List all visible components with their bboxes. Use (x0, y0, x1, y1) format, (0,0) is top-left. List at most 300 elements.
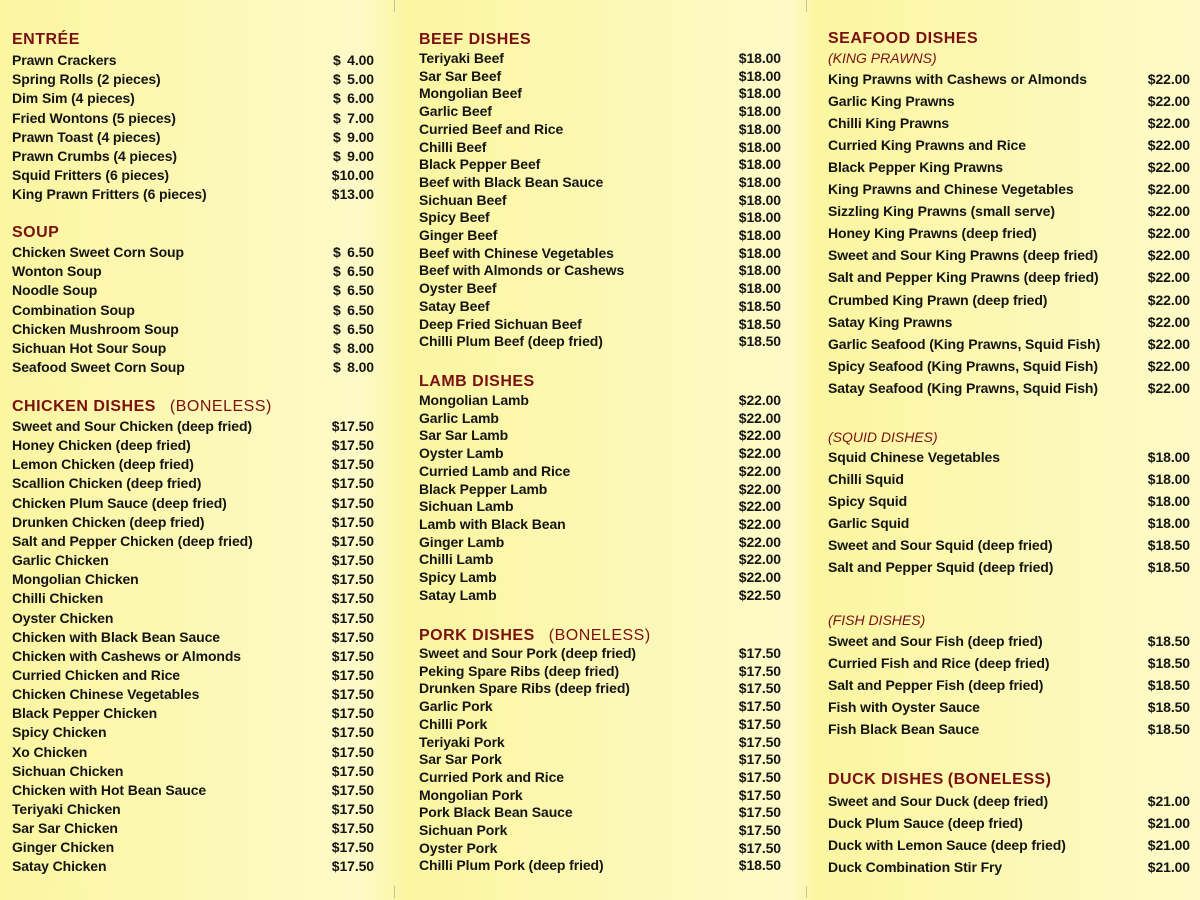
menu-item (12, 494, 374, 513)
menu-item-price: $17.50 (331, 494, 374, 511)
menu-item-price: $22.00 (738, 409, 781, 426)
menu-item-price: $18.00 (738, 156, 781, 173)
menu-item-name: Chilli Plum Pork (deep fried) (419, 857, 604, 874)
section-note: (BONELESS) (947, 771, 1052, 788)
menu-item (12, 589, 374, 608)
menu-item (12, 762, 374, 781)
menu-item-name: Sizzling King Prawns (small serve) (828, 203, 1055, 220)
menu-item-price: $18.00 (738, 209, 781, 226)
menu-item (419, 534, 781, 552)
menu-item (12, 513, 374, 532)
menu-item-price (333, 128, 374, 147)
menu-item-name: Mongolian Chicken (12, 571, 139, 588)
menu-item (12, 128, 374, 147)
menu-item-name: Chilli Pork (419, 715, 488, 732)
menu-item-price: $17.50 (331, 666, 374, 683)
menu-item-name: Peking Spare Ribs (deep fried) (419, 662, 620, 679)
section-soup (12, 224, 374, 376)
menu-item (828, 68, 1190, 90)
menu-item-price: $17.50 (738, 662, 781, 679)
menu-item-price: $17.50 (738, 751, 781, 768)
menu-item-price (333, 301, 374, 320)
menu-item (12, 455, 374, 474)
menu-item (828, 652, 1190, 674)
section-chicken (12, 398, 374, 875)
price-amount: 6.50 (347, 244, 374, 260)
menu-item (419, 156, 781, 174)
menu-item (12, 781, 374, 800)
menu-item-name: Beef with Chinese Vegetables (419, 244, 614, 261)
menu-item-name: Sar Sar Beef (419, 67, 502, 84)
menu-item-price (333, 243, 374, 262)
currency-symbol: $ (333, 301, 341, 318)
menu-item-name: Scallion Chicken (deep fried) (12, 475, 202, 492)
section-heading (419, 627, 781, 645)
menu-item-name: Sar Sar Lamb (419, 427, 509, 444)
menu-item-name: Wonton Soup (12, 263, 102, 280)
price-amount: 9.00 (347, 128, 374, 145)
menu-item-name: Sweet and Sour Squid (deep fried) (828, 537, 1053, 554)
menu-item (828, 790, 1190, 812)
section-heading: ENTRÉE (12, 31, 80, 48)
menu-item-price (333, 109, 374, 128)
menu-item-price: $22.00 (1147, 203, 1190, 220)
menu-item-price (333, 262, 374, 281)
menu-item-name: Fish with Oyster Sauce (828, 699, 980, 716)
currency-symbol: $ (333, 109, 341, 126)
menu-item-name: Fish Black Bean Sauce (828, 721, 980, 738)
menu-item (419, 298, 781, 316)
menu-item-price: $17.50 (331, 532, 374, 549)
menu-item (419, 663, 781, 681)
menu-item (828, 630, 1190, 652)
menu-item (419, 68, 781, 86)
menu-item-price (333, 89, 374, 108)
menu-item-name: Drunken Chicken (deep fried) (12, 513, 205, 530)
menu-item-price: $21.00 (1147, 837, 1190, 854)
menu-item (12, 358, 374, 377)
menu-item-price: $18.00 (738, 138, 781, 155)
menu-item (828, 333, 1190, 355)
menu-item (12, 89, 374, 108)
menu-item (12, 262, 374, 281)
menu-item-name: Chicken Mushroom Soup (12, 320, 179, 337)
menu-item (419, 50, 781, 68)
menu-item-price: $22.00 (738, 551, 781, 568)
menu-item-price: $22.00 (738, 392, 781, 408)
menu-item-price: $22.00 (1147, 379, 1190, 396)
menu-item-name: Sweet and Sour King Prawns (deep fried) (828, 247, 1098, 264)
menu-item-name: Oyster Lamb (419, 445, 504, 462)
menu-item (419, 280, 781, 298)
menu-item-price: $17.50 (331, 743, 374, 760)
menu-item-price: $17.50 (331, 590, 374, 607)
menu-item-price: $18.00 (738, 227, 781, 243)
menu-item-name: Satay Beef (419, 297, 490, 314)
currency-symbol: $ (333, 148, 341, 164)
menu-item (12, 723, 374, 742)
menu-item (419, 680, 781, 698)
menu-item-name: Black Pepper King Prawns (828, 159, 1003, 176)
section-title: PORK DISHES (419, 627, 535, 644)
menu-item (419, 645, 781, 663)
section-note: (BONELESS) (548, 627, 651, 644)
menu-item-price: $18.50 (1147, 699, 1190, 716)
menu-item-price: $17.50 (331, 513, 374, 530)
menu-item-name: King Prawns with Cashews or Almonds (828, 71, 1087, 87)
menu-item-price: $17.50 (331, 609, 374, 626)
menu-item-name: Curried Pork and Rice (419, 768, 564, 785)
menu-item-name: Spicy Beef (419, 209, 490, 226)
menu-item-name: Black Pepper Beef (419, 156, 541, 173)
menu-item-name: Sichuan Pork (419, 822, 508, 838)
menu-item (12, 819, 374, 838)
currency-symbol: $ (333, 244, 341, 260)
menu-item (12, 185, 374, 204)
menu-item-name: Honey King Prawns (deep fried) (828, 225, 1037, 242)
menu-item-price: $22.00 (1147, 335, 1190, 352)
menu-item-name: Chilli Chicken (12, 590, 104, 607)
menu-item-name: Teriyaki Chicken (12, 801, 121, 817)
menu-item-name: Chilli Beef (419, 138, 487, 155)
menu-item (12, 51, 374, 70)
menu-item-name: Sweet and Sour Chicken (deep fried) (12, 418, 252, 434)
menu-item (12, 417, 374, 436)
menu-item-price: $18.00 (738, 67, 781, 84)
section-lamb (419, 373, 781, 603)
menu-item-name: Satay Lamb (419, 586, 497, 603)
menu-item (419, 333, 781, 351)
menu-item-price: $18.50 (1147, 721, 1190, 738)
section-note: (BONELESS) (169, 398, 272, 415)
menu-item (419, 245, 781, 263)
menu-item (828, 244, 1190, 266)
menu-item-name: Garlic Squid (828, 515, 910, 532)
currency-symbol: $ (333, 128, 341, 145)
menu-item-name: Curried Lamb and Rice (419, 462, 571, 479)
menu-item-price: $18.50 (1147, 677, 1190, 694)
menu-item-name: Curried King Prawns and Rice (828, 137, 1026, 154)
menu-item-price: $21.00 (1147, 859, 1190, 876)
menu-item (419, 139, 781, 157)
menu-item (419, 569, 781, 587)
menu-item-price: $17.50 (331, 686, 374, 703)
price-amount: 7.00 (347, 109, 374, 126)
menu-item-name: Spicy Seafood (King Prawns, Squid Fish) (828, 357, 1098, 374)
menu-item (828, 222, 1190, 244)
menu-item-name: Chilli Squid (828, 471, 904, 488)
menu-item (419, 769, 781, 787)
section-heading: LAMB DISHES (419, 373, 535, 390)
menu-item (419, 209, 781, 227)
menu-item-name: Spicy Squid (828, 493, 908, 510)
menu-item-price: $18.00 (738, 103, 781, 120)
menu-item-name: Oyster Chicken (12, 609, 114, 626)
menu-item-price: $22.00 (1147, 291, 1190, 308)
menu-item-price: $22.00 (1147, 115, 1190, 132)
menu-item (12, 685, 374, 704)
menu-item (828, 446, 1190, 468)
menu-item (828, 289, 1190, 311)
currency-symbol: $ (333, 340, 341, 356)
menu-item (828, 355, 1190, 377)
price-amount: 6.50 (347, 263, 374, 280)
menu-item (828, 534, 1190, 556)
menu-item-price: $22.00 (1147, 181, 1190, 198)
section-heading: BEEF DISHES (419, 31, 532, 48)
section-heading (828, 771, 1190, 789)
menu-item-name: Sichuan Hot Sour Soup (12, 340, 167, 356)
menu-item (419, 227, 781, 245)
menu-item-name: Mongolian Lamb (419, 392, 529, 408)
section-seafood (828, 30, 1190, 396)
menu-item-name: Deep Fried Sichuan Beef (419, 315, 582, 332)
menu-item-name: Curried Beef and Rice (419, 120, 564, 137)
menu-item-price: $17.50 (738, 768, 781, 785)
menu-item-price (333, 320, 374, 339)
menu-item (12, 628, 374, 647)
menu-item (12, 166, 374, 185)
menu-item-price: $18.00 (1147, 515, 1190, 532)
currency-symbol: $ (333, 71, 341, 88)
menu-item-price: $18.00 (738, 120, 781, 137)
menu-item-name: Garlic Beef (419, 103, 492, 120)
menu-item-name: Noodle Soup (12, 282, 98, 299)
menu-item-price: $17.50 (331, 724, 374, 741)
menu-item-price: $18.50 (1147, 633, 1190, 649)
menu-item-price: $18.00 (738, 191, 781, 208)
menu-item (12, 109, 374, 128)
menu-item (828, 834, 1190, 856)
menu-item (12, 301, 374, 320)
menu-item-price: $22.50 (738, 586, 781, 603)
menu-item-price: $17.50 (738, 715, 781, 732)
currency-symbol: $ (333, 320, 341, 337)
menu-item (419, 822, 781, 840)
menu-item-name: Mongolian Pork (419, 786, 523, 803)
menu-item (419, 716, 781, 734)
menu-item (419, 857, 781, 875)
menu-item-price: $17.50 (331, 437, 374, 454)
menu-item-name: Black Pepper Chicken (12, 705, 158, 722)
menu-item-price: $17.50 (738, 645, 781, 661)
menu-item-price: $18.50 (1147, 655, 1190, 672)
currency-symbol: $ (333, 263, 341, 280)
menu-item-name: Sichuan Beef (419, 191, 507, 208)
menu-item (419, 392, 781, 410)
menu-item-price: $17.50 (331, 647, 374, 664)
menu-item (828, 856, 1190, 878)
menu-item (828, 674, 1190, 696)
price-amount: 6.50 (347, 282, 374, 299)
menu-item-price (333, 358, 374, 377)
menu-item-name: Ginger Chicken (12, 839, 115, 856)
menu-item (12, 243, 374, 262)
menu-item-price: $17.50 (331, 820, 374, 837)
section-fish (828, 612, 1190, 738)
section-entree (12, 31, 374, 203)
menu-item-name: Drunken Spare Ribs (deep fried) (419, 680, 630, 697)
price-amount: 6.50 (347, 320, 374, 337)
menu-item (12, 647, 374, 666)
menu-item-price: $18.00 (738, 85, 781, 102)
menu-item-price: $22.00 (738, 533, 781, 550)
menu-item (12, 436, 374, 455)
menu-item-name: Garlic Chicken (12, 552, 109, 569)
menu-item-name: King Prawns and Chinese Vegetables (828, 181, 1074, 198)
menu-item-price: $18.00 (1147, 449, 1190, 465)
menu-item-price: $17.50 (331, 705, 374, 722)
price-amount: 8.00 (347, 359, 374, 376)
menu-item (828, 178, 1190, 200)
menu-item-name: Sichuan Chicken (12, 762, 124, 779)
section-subtitle: (SQUID DISHES) (828, 429, 938, 445)
menu-item-name: Xo Chicken (12, 743, 88, 760)
menu-item-price: $17.50 (331, 475, 374, 492)
menu-item-name: Oyster Pork (419, 839, 498, 856)
menu-item (828, 266, 1190, 288)
menu-item-price: $17.50 (738, 680, 781, 697)
menu-item (828, 512, 1190, 534)
currency-symbol: $ (333, 359, 341, 376)
menu-item-name: Squid Chinese Vegetables (828, 449, 1000, 465)
menu-item-price: $21.00 (1147, 815, 1190, 832)
menu-item-price: $18.00 (738, 262, 781, 279)
menu-item (12, 704, 374, 723)
menu-item (12, 666, 374, 685)
menu-item-price: $22.00 (1147, 137, 1190, 154)
menu-item (419, 551, 781, 569)
menu-item-price: $17.50 (331, 628, 374, 645)
menu-item (419, 734, 781, 752)
menu-item-price: $17.50 (331, 552, 374, 569)
price-amount: 6.50 (347, 301, 374, 318)
menu-item-price: $18.50 (738, 297, 781, 314)
menu-item (419, 410, 781, 428)
menu-item-name: Spring Rolls (2 pieces) (12, 71, 161, 88)
menu-item-name: Ginger Beef (419, 227, 498, 243)
menu-item (828, 468, 1190, 490)
currency-symbol: $ (333, 90, 341, 107)
menu-item (419, 751, 781, 769)
section-subtitle: (KING PRAWNS) (828, 50, 937, 66)
menu-item-price: $18.00 (738, 173, 781, 190)
menu-item-name: Chicken with Cashews or Almonds (12, 647, 241, 664)
menu-item-name: Sichuan Lamb (419, 498, 514, 515)
menu-item (828, 696, 1190, 718)
menu-item-name: Curried Fish and Rice (deep fried) (828, 655, 1050, 672)
menu-item (419, 85, 781, 103)
menu-item-price (333, 147, 374, 166)
menu-item-name: Chilli Lamb (419, 551, 494, 568)
menu-item (828, 156, 1190, 178)
menu-item-price: $22.00 (1147, 71, 1190, 87)
menu-item-name: Garlic Lamb (419, 409, 499, 426)
fold-mark-left (394, 0, 395, 900)
menu-item (12, 532, 374, 551)
menu-item (12, 474, 374, 493)
menu-item (828, 90, 1190, 112)
menu-item-price: $18.00 (1147, 471, 1190, 488)
menu-item (12, 857, 374, 876)
section-heading: SEAFOOD DISHES (828, 30, 979, 47)
menu-item (12, 320, 374, 339)
menu-item (828, 200, 1190, 222)
menu-item-name: Duck with Lemon Sauce (deep fried) (828, 837, 1066, 854)
menu-item-price: $17.50 (331, 781, 374, 798)
menu-item-price: $17.50 (738, 839, 781, 856)
menu-item (12, 743, 374, 762)
menu-item (419, 804, 781, 822)
menu-item-name: Garlic Pork (419, 698, 493, 715)
menu-item-name: Sar Sar Chicken (12, 820, 118, 837)
menu-item (12, 339, 374, 358)
menu-item-price: $17.50 (738, 822, 781, 838)
menu-item (419, 121, 781, 139)
section-beef (419, 31, 781, 350)
menu-item-name: Chicken Plum Sauce (deep fried) (12, 494, 227, 511)
menu-item (828, 134, 1190, 156)
menu-item-price: $22.00 (1147, 159, 1190, 176)
menu-item-price: $22.00 (738, 462, 781, 479)
section-heading: SOUP (12, 224, 60, 241)
menu-item-name: Garlic King Prawns (828, 93, 955, 110)
menu-item-price: $18.50 (1147, 559, 1190, 576)
currency-symbol: $ (333, 52, 341, 68)
menu-item (12, 838, 374, 857)
menu-item (828, 311, 1190, 333)
menu-item-price: $18.00 (738, 50, 781, 66)
menu-item-price: $17.50 (331, 839, 374, 856)
menu-item (419, 316, 781, 334)
menu-item-name: Chicken Sweet Corn Soup (12, 244, 184, 260)
menu-item-price: $17.50 (331, 456, 374, 473)
menu-item-price: $22.00 (1147, 269, 1190, 286)
menu-item-name: Oyster Beef (419, 280, 497, 297)
menu-item (419, 427, 781, 445)
menu-item-name: Honey Chicken (deep fried) (12, 437, 191, 454)
menu-item-name: King Prawn Fritters (6 pieces) (12, 186, 207, 203)
menu-item (419, 481, 781, 499)
menu-item-name: Duck Combination Stir Fry (828, 859, 1003, 876)
menu-item-name: Satay King Prawns (828, 313, 953, 330)
menu-item-name: Salt and Pepper King Prawns (deep fried) (828, 269, 1099, 286)
price-amount: 5.00 (347, 71, 374, 88)
menu-item-price: $22.00 (1147, 313, 1190, 330)
menu-item-name: Duck Plum Sauce (deep fried) (828, 815, 1023, 832)
menu-item-name: Satay Chicken (12, 858, 107, 875)
menu-item (419, 587, 781, 605)
menu-item-price: $22.00 (738, 480, 781, 497)
menu-item-price: $18.00 (738, 280, 781, 297)
menu-item-price: $17.50 (738, 804, 781, 821)
menu-item-name: Combination Soup (12, 301, 135, 318)
menu-item-name: Pork Black Bean Sauce (419, 804, 573, 821)
section-title: DUCK DISHES (828, 771, 944, 788)
menu-item-price: $18.50 (1147, 537, 1190, 554)
section-pork (419, 627, 781, 874)
menu-item-name: Teriyaki Pork (419, 733, 505, 750)
menu-item (419, 698, 781, 716)
menu-item-name: Teriyaki Beef (419, 50, 504, 66)
menu-item-price: $17.50 (738, 733, 781, 750)
menu-item (828, 377, 1190, 399)
menu-item-price (333, 70, 374, 89)
menu-item-name: Chilli Plum Beef (deep fried) (419, 333, 603, 350)
menu-item (828, 490, 1190, 512)
menu-item (12, 609, 374, 628)
menu-item-price: $22.00 (1147, 93, 1190, 110)
